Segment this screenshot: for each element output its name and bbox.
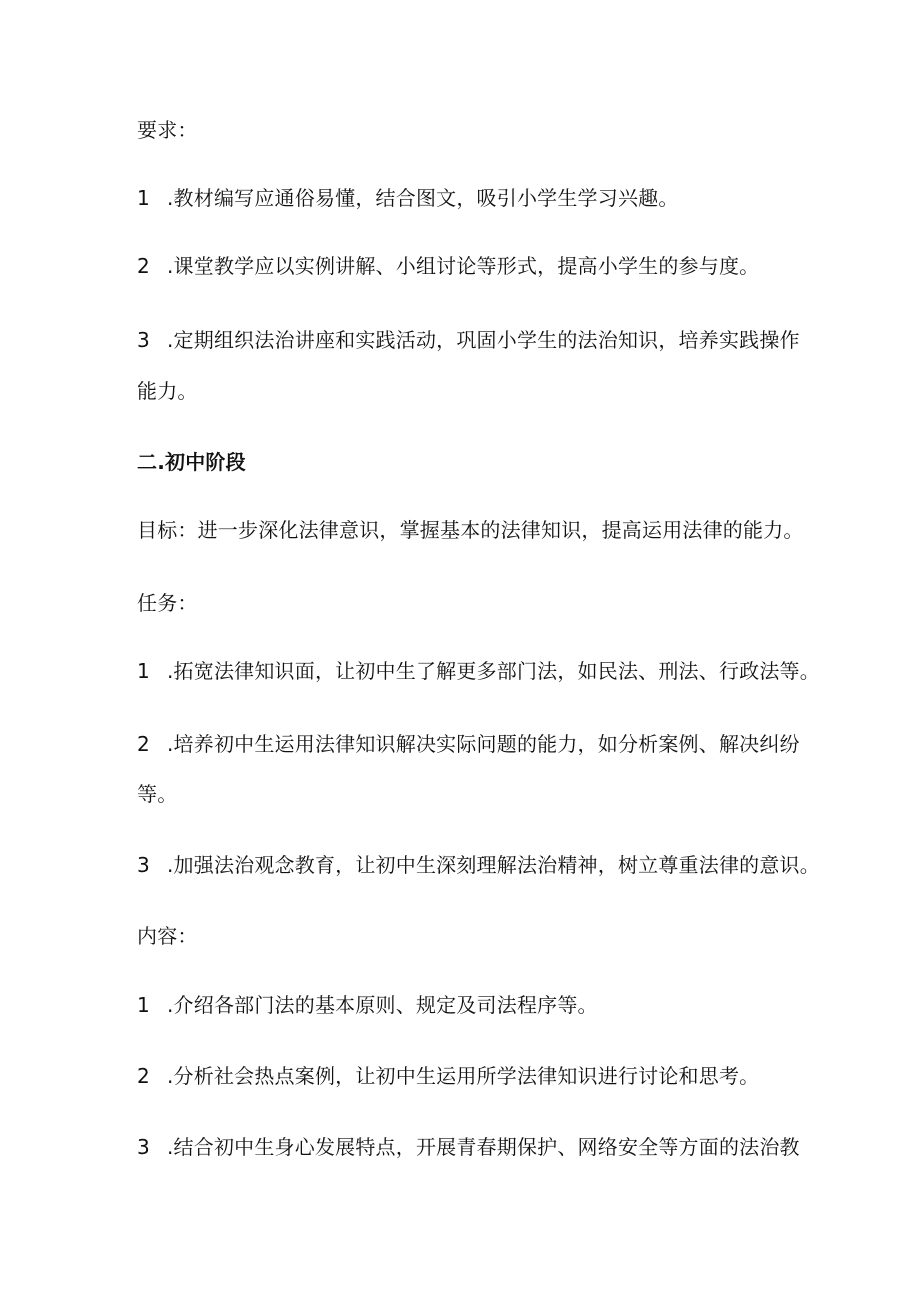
task-item-3 [137,852,820,878]
requirement-item-3-continuation: 能力。 [137,379,198,403]
tasks-label: 任务： [137,591,198,615]
item-number: 1 [137,659,150,683]
item-number: 3 [137,1135,150,1159]
item-number: 3 [137,328,150,352]
item-text: .拓宽法律知识面，让初中生了解更多部门法，如民法、刑法、行政法等。 [167,659,820,683]
item-number: 1 [137,993,150,1017]
goal-text: 目标：进一步深化法律意识，掌握基本的法律知识，提高运用法律的能力。 [137,518,804,542]
item-text: .结合初中生身心发展特点，开展青春期保护、网络安全等方面的法治教 [167,1135,800,1159]
content-item-2 [137,1063,759,1089]
task-item-2 [137,731,800,757]
item-number: 1 [137,186,150,210]
item-number: 2 [137,254,150,278]
section-heading: 二.初中阶段 [137,450,246,474]
requirements-label: 要求： [137,118,198,142]
item-text: .课堂教学应以实例讲解、小组讨论等形式，提高小学生的参与度。 [167,254,760,278]
requirement-item-1 [137,185,679,211]
item-text: .分析社会热点案例，让初中生运用所学法律知识进行讨论和思考。 [167,1064,760,1088]
item-text: .培养初中生运用法律知识解决实际问题的能力，如分析案例、解决纠纷 [167,732,800,756]
item-text: .教材编写应通俗易懂，结合图文，吸引小学生学习兴趣。 [167,186,679,210]
content-label: 内容： [137,924,198,948]
item-text: .定期组织法治讲座和实践活动，巩固小学生的法治知识，培养实践操作 [167,328,800,352]
requirement-item-2 [137,253,759,279]
item-text: .介绍各部门法的基本原则、规定及司法程序等。 [167,993,598,1017]
item-text: .加强法治观念教育，让初中生深刻理解法治精神，树立尊重法律的意识。 [167,853,820,877]
content-item-1 [137,992,598,1018]
requirement-item-3 [137,327,800,353]
task-item-2-continuation: 等。 [137,782,178,806]
item-number: 2 [137,1064,150,1088]
content-item-3 [137,1134,800,1160]
item-number: 3 [137,853,150,877]
item-number: 2 [137,732,150,756]
task-item-1 [137,658,820,684]
